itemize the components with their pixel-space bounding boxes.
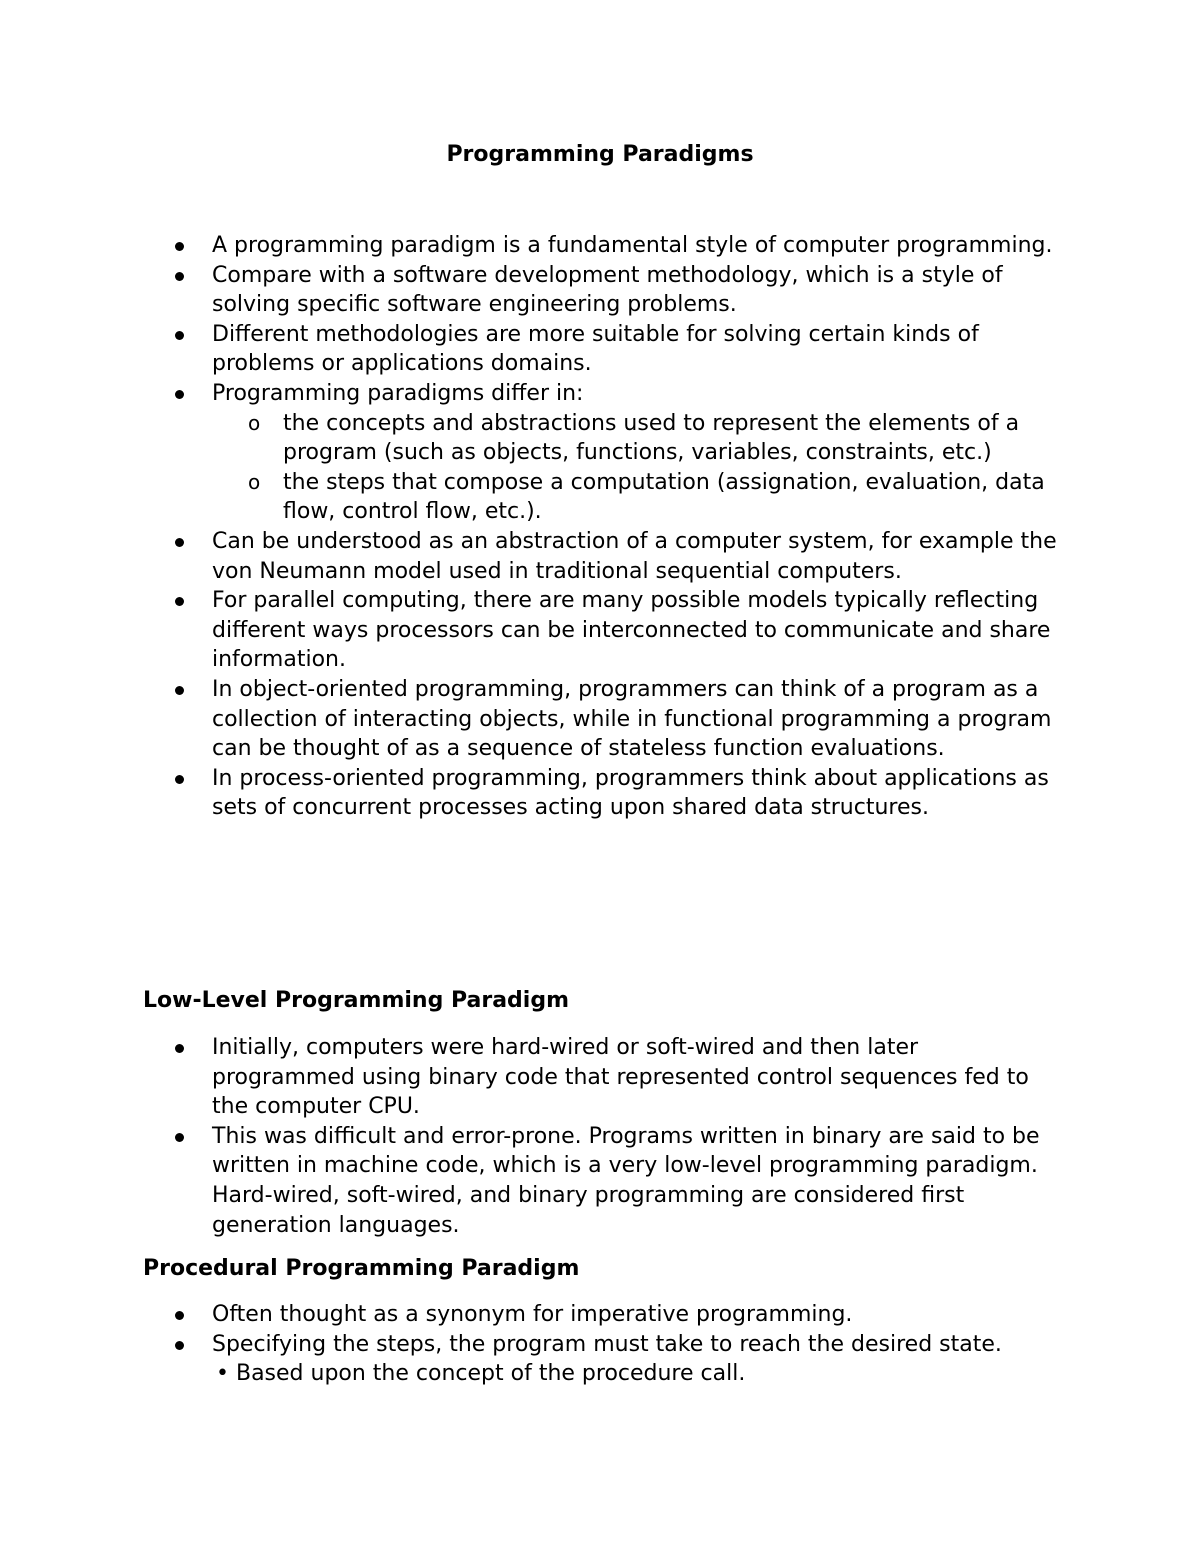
list-item-text: Programming paradigms differ in: (212, 380, 584, 406)
circle-bullet-icon: o (248, 410, 261, 435)
list-item (0, 1330, 1062, 1389)
bullet-icon (175, 242, 184, 251)
list-item (0, 379, 1062, 527)
procedural-bullet-list (0, 1300, 1062, 1389)
list-item-text: Specifying the steps, the program must take to reach the desired state. (212, 1331, 1002, 1357)
bullet-icon (175, 686, 184, 695)
low-level-bullet-list (0, 1033, 1062, 1240)
bullet-icon (175, 597, 184, 606)
list-item-text: Often thought as a synonym for imperative programming. (212, 1302, 853, 1327)
bullet-icon (175, 538, 184, 547)
bullet-icon (175, 1341, 184, 1350)
list-item (0, 527, 1062, 586)
list-item-text: Different methodologies are more suitable for solving certain kinds of problems or applications domains. (212, 321, 979, 377)
list-item (0, 1033, 1062, 1122)
sub-list-item (0, 468, 1062, 527)
list-item-text: Initially, computers were hard-wired or soft-wired and then later programmed using binary code that represented control sequences fed to the computer CPU. (212, 1035, 1029, 1120)
document-title: Programming Paradigms (446, 142, 754, 167)
differ-sub-list (212, 409, 1062, 527)
list-item-text: This was difficult and error-prone. Programs written in binary are said to be written in machine code, which is a very low-level programming paradigm. Hard-wired, soft-wired, and binary programming are considered first generation languages. (212, 1123, 1040, 1238)
list-item-text: Can be understood as an abstraction of a computer system, for example the von Neumann model used in traditional sequential computers. (212, 528, 1057, 584)
bullet-icon (175, 1133, 184, 1142)
list-item (0, 675, 1062, 764)
list-item-text: A programming paradigm is a fundamental style of computer programming. (212, 233, 1053, 258)
procedural-continuation-text: • Based upon the concept of the procedure call. (216, 1361, 746, 1387)
intro-bullet-list (0, 231, 1062, 823)
bullet-icon (175, 390, 184, 399)
bullet-icon (175, 272, 184, 281)
bullet-icon (175, 1311, 184, 1320)
list-item (0, 764, 1062, 823)
list-item-text: In process-oriented programming, programmers think about applications as sets of concurrent processes acting upon shared data structures. (212, 765, 1049, 821)
bullet-icon (175, 331, 184, 340)
list-item (0, 586, 1062, 675)
procedural-heading: Procedural Programming Paradigm (143, 1256, 580, 1281)
bullet-icon (175, 775, 184, 784)
list-item (0, 1300, 1062, 1330)
sub-list-item-text: the steps that compose a computation (assignation, evaluation, data flow, control flow, etc.). (283, 469, 1045, 525)
list-item (0, 261, 1062, 320)
list-item (0, 320, 1062, 379)
list-item-text: For parallel computing, there are many possible models typically reflecting different ways processors can be interconnected to communicate and share information. (212, 588, 1051, 673)
list-item-text: In object-oriented programming, programmers can think of a program as a collection of interacting objects, while in functional programming a program can be thought of as a sequence of stateless function evaluations. (212, 676, 1052, 762)
sub-list-item-text: the concepts and abstractions used to represent the elements of a program (such as objects, functions, variables, constraints, etc.) (283, 410, 1020, 466)
circle-bullet-icon: o (248, 469, 261, 494)
list-item-text: Compare with a software development methodology, which is a style of solving specific software engineering problems. (212, 262, 1003, 318)
low-level-heading: Low-Level Programming Paradigm (143, 988, 570, 1013)
list-item (0, 1122, 1062, 1240)
sub-list-item (0, 409, 1062, 468)
list-item (0, 231, 1062, 261)
bullet-icon (175, 1044, 184, 1053)
